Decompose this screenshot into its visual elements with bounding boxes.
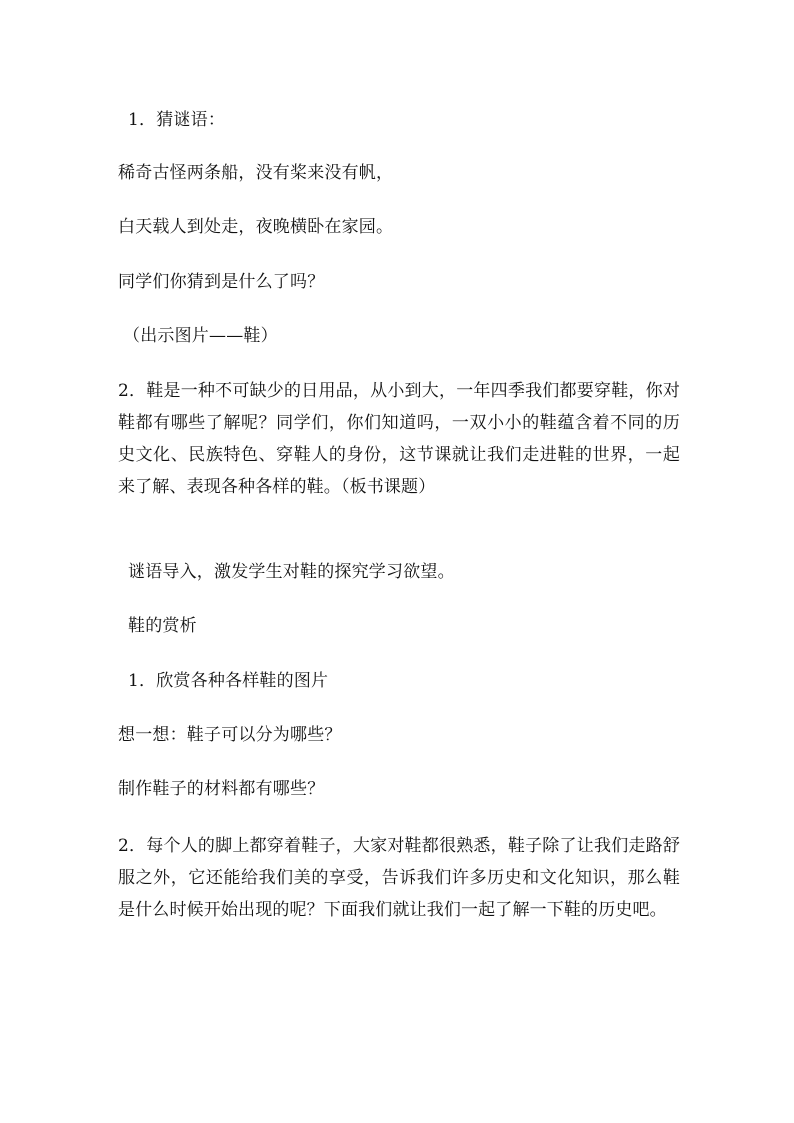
item-1-heading: 1．猜谜语： <box>128 110 226 130</box>
think-question: 想一想：鞋子可以分为哪些？ <box>118 725 342 745</box>
riddle-line-2: 白天载人到处走，夜晚横卧在家园。 <box>118 217 394 237</box>
show-picture-note: （出示图片——鞋） <box>123 326 278 346</box>
section-title: 鞋的赏析 <box>128 616 197 636</box>
riddle-line-1: 稀奇古怪两条船，没有桨来没有帆， <box>118 163 394 183</box>
material-question: 制作鞋子的材料都有哪些？ <box>118 779 325 799</box>
appreciation-item-1: 1．欣赏各种各样鞋的图片 <box>128 671 329 691</box>
design-intent: 谜语导入，激发学生对鞋的探究学习欲望。 <box>128 562 455 582</box>
item-2-paragraph: 2．鞋是一种不可缺少的日用品，从小到大，一年四季我们都要穿鞋，你对鞋都有哪些了解呢？同学们，你们知道吗，一双小小的鞋蕴含着不同的历史文化、民族特色、穿鞋人的身份，这节课就让我们走进鞋的世界，一起来了解、表现各种各样的鞋。（板书课题） <box>118 381 680 497</box>
riddle-question: 同学们你猜到是什么了吗？ <box>118 272 325 292</box>
appreciation-item-2: 2．每个人的脚上都穿着鞋子，大家对鞋都很熟悉，鞋子除了让我们走路舒服之外，它还能给我们美的享受，告诉我们许多历史和文化知识，那么鞋是什么时候开始出现的呢？下面我们就让我们一起了解一下鞋的历史吧。 <box>118 836 680 920</box>
